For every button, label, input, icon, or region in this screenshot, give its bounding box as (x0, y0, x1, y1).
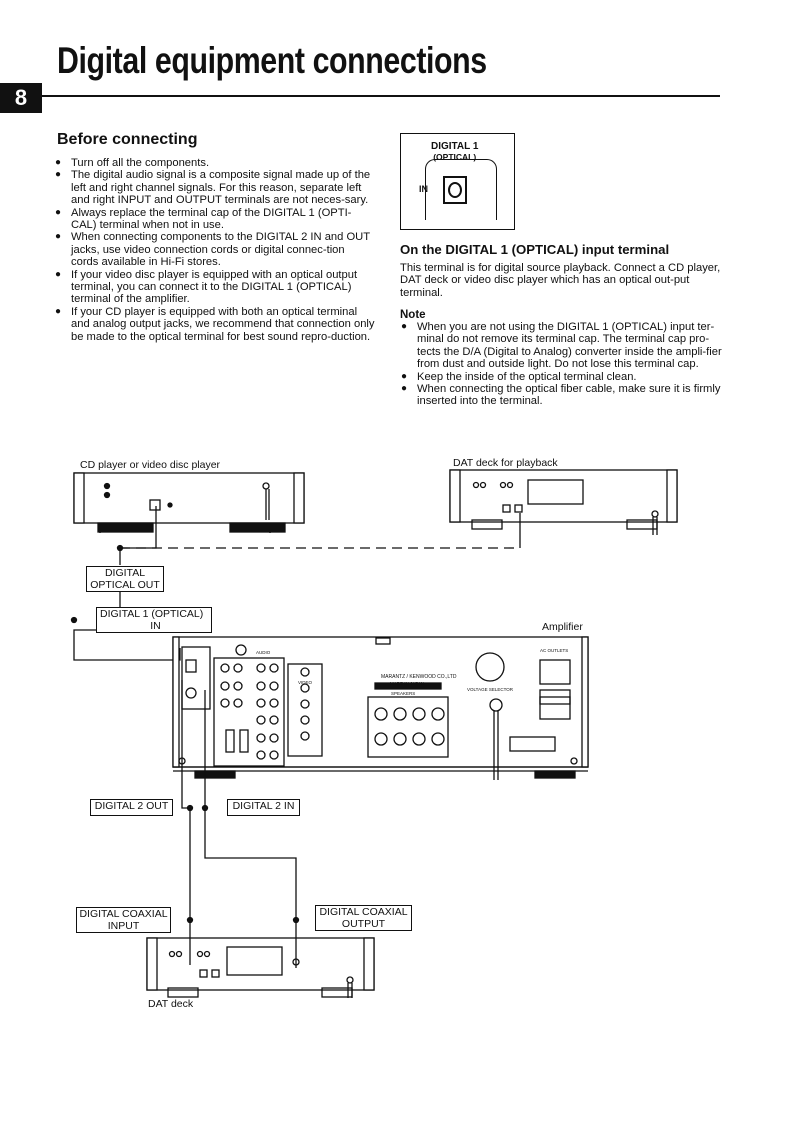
list-item: ● If your CD player is equipped with both an optical terminal and analog output jacks, we recommend that connection only be made to the optical terminal for best sound repro-duction. (55, 306, 375, 343)
dat-playback-body (450, 470, 677, 522)
list-item: ● If your video disc player is equipped with an optical output terminal, you can connect it to the DIGITAL 1 (OPTICAL) terminal of the amplifier. (55, 269, 375, 306)
amp-audio-text: AUDIO (256, 650, 271, 655)
digital2-in-label: DIGITAL 2 IN (227, 799, 300, 816)
list-item: ● Keep the inside of the optical terminal clean. (401, 371, 723, 383)
amp-video-text: VIDEO (298, 680, 313, 685)
coaxial-input-label (76, 907, 171, 933)
list-item: ● The digital audio signal is a composite signal made up of the left and right channel signals. For this reason, separate left and right INPUT and OUTPUT terminals are not neces-sary. (55, 169, 375, 206)
amp-speakers-text: SPEAKERS (391, 691, 416, 696)
list-item: ● When you are not using the DIGITAL 1 (OPTICAL) input ter-minal do not remove its terminal cap. The terminal cap pro-tects the D/A (Digital to Analog) converter inside the ampli-fier from dust and outside light. Do not lose this terminal cap. (401, 321, 723, 371)
amplifier-body (173, 637, 588, 767)
terminal-in-label: IN (419, 184, 428, 194)
page-title: Digital equipment connections (57, 40, 487, 81)
digital1-optical-in-line2: IN (150, 620, 161, 632)
terminal-label-optical: (OPTICAL) (433, 152, 477, 162)
list-item: ● Turn off all the components. (55, 157, 375, 169)
amplifier-label: Amplifier (542, 621, 583, 633)
digital-optical-out-line2: OPTICAL OUT (90, 579, 160, 591)
coaxial-output-label (315, 905, 412, 931)
before-connecting-heading: Before connecting (57, 131, 198, 148)
digital1-optical-in-label (96, 607, 212, 633)
amp-ac-text: AC OUTLETS (540, 648, 569, 653)
list-item: ● Always replace the terminal cap of the DIGITAL 1 (OPTI-CAL) terminal when not in use. (55, 207, 375, 232)
optical-input-heading: On the DIGITAL 1 (OPTICAL) input terminal (400, 242, 670, 257)
dat-deck-label: DAT deck (148, 998, 194, 1010)
coaxial-input-line1: DIGITAL COAXIAL (79, 908, 168, 920)
list-item: ● When connecting components to the DIGITAL 2 IN and OUT jacks, use video connection cords or digital connec-tion cords available in Hi-Fi stores. (55, 231, 375, 268)
coaxial-input-line2: INPUT (107, 920, 140, 932)
amp-maker-text: MARANTZ / KENWOOD CO.,LTD (381, 674, 457, 680)
amp-voltage-text: VOLTAGE SELECTOR (467, 687, 514, 692)
digital-optical-out-label (86, 566, 164, 592)
page-number: 8 (0, 83, 42, 113)
terminal-label-digital1: DIGITAL 1 (431, 141, 479, 152)
coaxial-output-line2: OUTPUT (341, 918, 386, 930)
dat-playback-label: DAT deck for playback (453, 457, 558, 469)
note-heading: Note (400, 309, 426, 321)
amp-made-in-text: MADE IN JAPAN (390, 681, 425, 686)
digital-optical-out-line1: DIGITAL (104, 567, 146, 579)
coaxial-output-line1: DIGITAL COAXIAL (319, 906, 408, 918)
cd-player-label: CD player or video disc player (80, 459, 221, 471)
digital2-out-label: DIGITAL 2 OUT (90, 799, 173, 816)
optical-input-body: This terminal is for digital source playback. Connect a CD player, DAT deck or video disc player which has an optical out-put terminal. (400, 262, 721, 299)
digital1-optical-in-line1: DIGITAL 1 (OPTICAL) (100, 608, 204, 620)
dat-deck-body (147, 938, 374, 990)
list-item: ● When connecting the optical fiber cable, make sure it is firmly inserted into the terminal. (401, 383, 723, 408)
